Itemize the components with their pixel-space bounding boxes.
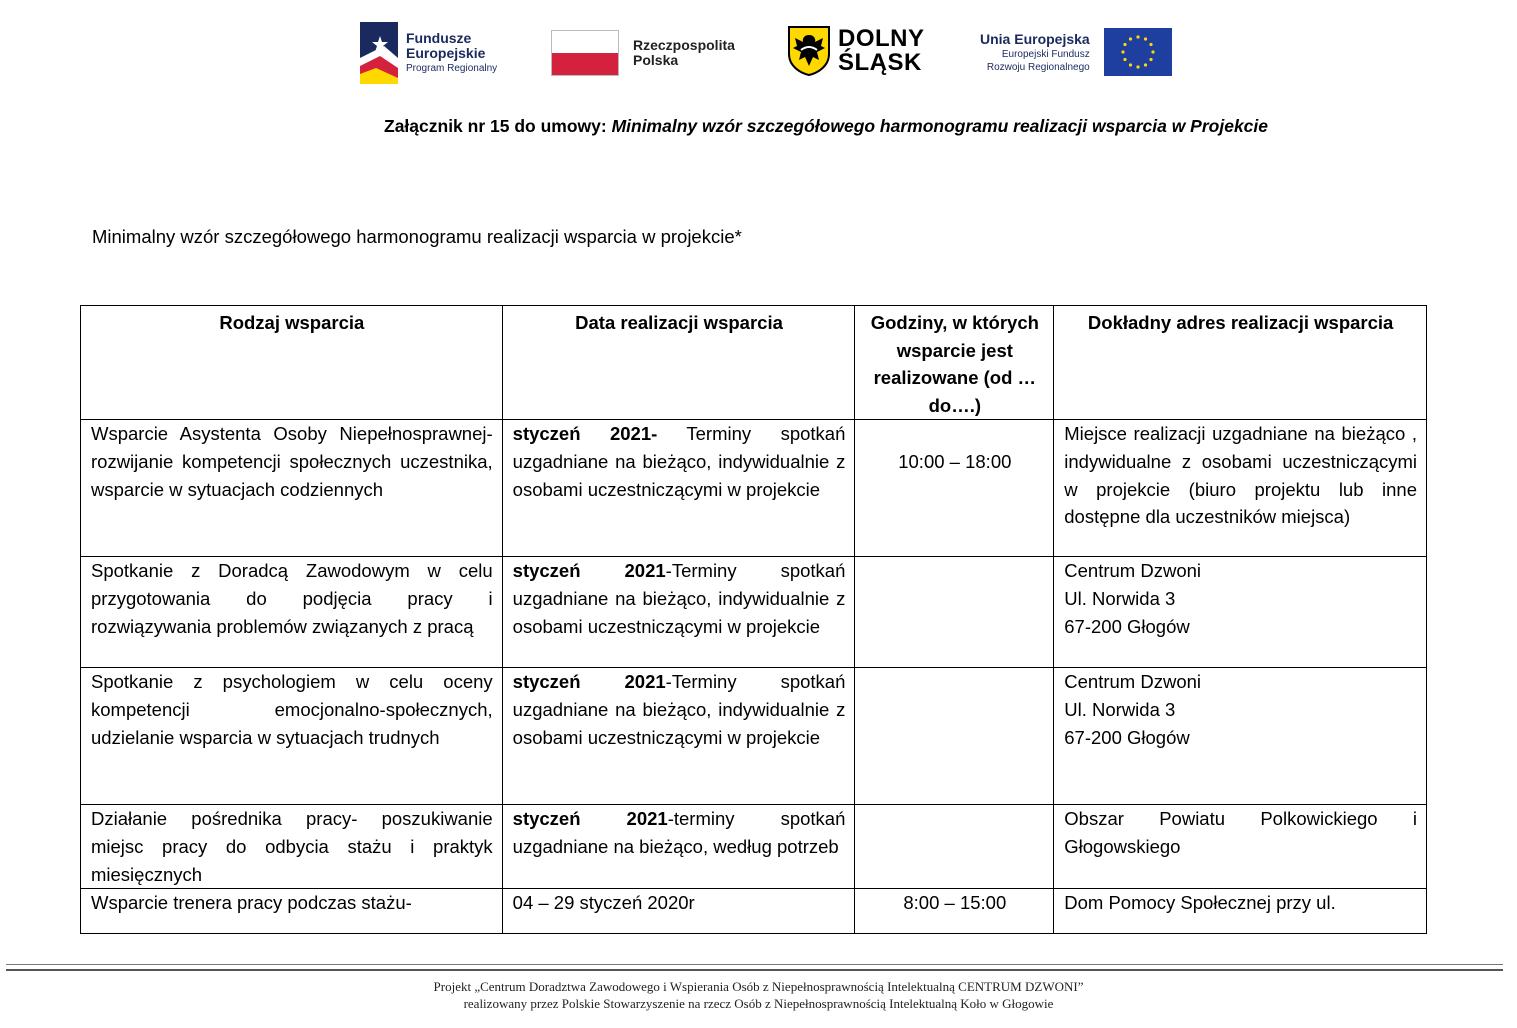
- cell-date-month: styczeń 2021: [512, 671, 666, 693]
- address-line: 67-200 Głogów: [1064, 726, 1190, 748]
- table-row: [81, 557, 1427, 668]
- address-line: Centrum Dzwoni: [1064, 560, 1202, 582]
- header-address: Dokładny adres realizacji wsparcia: [1054, 306, 1427, 420]
- table-row: [81, 420, 1427, 557]
- cell-support-type: Spotkanie z Doradcą Zawodowym w celu przygotowania do podjęcia pracy i rozwiązywania problemów związanych z pracą: [81, 557, 503, 668]
- eu-flag-icon: [1104, 28, 1172, 76]
- annex-title-prefix: Załącznik nr 15 do umowy:: [384, 116, 612, 136]
- table-row: [81, 668, 1427, 805]
- rp-logo-line2: Polska: [633, 52, 679, 68]
- rp-logo-line1: Rzeczpospolita: [633, 37, 735, 53]
- unia-europejska-logo: [980, 28, 1172, 76]
- rzeczpospolita-polska-logo: [551, 30, 735, 76]
- ue-logo-line2: Europejski Fundusz: [1001, 48, 1090, 60]
- logo-bar: [0, 18, 1517, 88]
- fe-logo-line3: Program Regionalny: [406, 62, 498, 74]
- cell-date-text: 04 – 29 styczeń 2020r: [512, 892, 695, 914]
- header-support-type: Rodzaj wsparcia: [81, 306, 503, 420]
- header-date: Data realizacji wsparcia: [502, 306, 855, 420]
- cell-address: [1054, 557, 1427, 668]
- cell-date-text: -Terminy spotkań uzgadniane na bieżąco, indywidualnie z osobami uczestniczącymi w projekcie: [512, 671, 846, 748]
- cell-hours: [855, 805, 1054, 889]
- fundusze-europejskie-emblem-icon: [360, 22, 398, 84]
- ds-logo-line2: ŚLĄSK: [838, 49, 922, 76]
- cell-date-text: -terminy spotkań uzgadniane na bieżąco, według potrzeb: [512, 808, 846, 857]
- cell-date: [502, 889, 855, 934]
- footer-line1: Projekt „Centrum Doradztwa Zawodowego i Wspierania Osób z Niepełnosprawnością Intelektualną CENTRUM DZWONI”: [433, 979, 1084, 994]
- annex-title-italic: Minimalny wzór szczegółowego harmonogramu realizacji wsparcia w Projekcie: [611, 116, 1269, 136]
- footer-divider: [6, 969, 1503, 971]
- ue-logo-line3: Rozwoju Regionalnego: [986, 61, 1090, 73]
- cell-date-month: styczeń 2021: [512, 560, 666, 582]
- cell-hours-value: 10:00 – 18:00: [898, 450, 1012, 472]
- cell-hours: [855, 668, 1054, 805]
- fundusze-europejskie-logo: [360, 22, 497, 84]
- cell-date: [502, 557, 855, 668]
- cell-date-month: styczeń 2021-: [512, 423, 658, 445]
- cell-date-month: styczeń 2021: [512, 808, 668, 830]
- cell-address: [1054, 668, 1427, 805]
- cell-support-type: Wsparcie Asystenta Osoby Niepełnosprawnej- rozwijanie kompetencji społecznych uczestnika, wsparcie w sytuacjach codziennych: [81, 420, 503, 557]
- fe-logo-line1: Fundusze: [406, 29, 472, 46]
- cell-address: Obszar Powiatu Polkowickiego i Głogowskiego: [1054, 805, 1427, 889]
- cell-support-type: Spotkanie z psychologiem w celu oceny kompetencji emocjonalno-społecznych, udzielanie wsparcia w sytuacjach trudnych: [81, 668, 503, 805]
- ds-logo-line1: DOLNY: [838, 25, 925, 52]
- cell-date: [502, 805, 855, 889]
- fe-logo-line2: Europejskie: [406, 44, 486, 61]
- footer-line2: realizowany przez Polskie Stowarzyszenie na rzecz Osób z Niepełnosprawnością Intelektualną Koło w Głogowie: [463, 996, 1054, 1011]
- cell-hours: [855, 420, 1054, 557]
- page-footer: [0, 978, 1517, 1012]
- cell-address: Miejsce realizacji uzgadniane na bieżąco , indywidualne z osobami uczestniczącymi w projekcie (biuro projektu lub inne dostępne dla uczestników miejsca): [1054, 420, 1427, 557]
- table-row: [81, 805, 1427, 889]
- dolny-slask-eagle-shield-icon: [788, 26, 830, 76]
- cell-hours: [855, 557, 1054, 668]
- cell-date: [502, 420, 855, 557]
- address-line: 67-200 Głogów: [1064, 615, 1190, 637]
- cell-date-text: -Terminy spotkań uzgadniane na bieżąco, indywidualnie z osobami uczestniczącymi w projekcie: [512, 560, 846, 637]
- address-line: Centrum Dzwoni: [1064, 671, 1202, 693]
- cell-date-text: Terminy spotkań uzgadniane na bieżąco, indywidualnie z osobami uczestniczącymi w projekcie: [512, 423, 846, 500]
- table-header-row: [81, 306, 1427, 420]
- address-line: Ul. Norwida 3: [1064, 587, 1176, 609]
- address-line: Ul. Norwida 3: [1064, 698, 1176, 720]
- cell-support-type: Wsparcie trenera pracy podczas stażu-: [81, 889, 503, 934]
- ue-logo-line1: Unia Europejska: [980, 30, 1090, 47]
- header-hours: Godziny, w których wsparcie jest realizowane (od … do….): [855, 306, 1054, 420]
- cell-address: Dom Pomocy Społecznej przy ul.: [1054, 889, 1427, 934]
- dolny-slask-logo: [788, 26, 925, 76]
- polish-flag-icon: [551, 30, 619, 76]
- cell-date: [502, 668, 855, 805]
- annex-title: [384, 116, 1268, 137]
- cell-support-type: Działanie pośrednika pracy- poszukiwanie miejsc pracy do odbycia stażu i praktyk miesięcznych: [81, 805, 503, 889]
- footer-divider: [6, 964, 1503, 965]
- table-row: [81, 889, 1427, 934]
- support-schedule-table: [80, 305, 1427, 934]
- document-subtitle: Minimalny wzór szczegółowego harmonogramu realizacji wsparcia w projekcie*: [92, 226, 742, 247]
- cell-hours: 8:00 – 15:00: [855, 889, 1054, 934]
